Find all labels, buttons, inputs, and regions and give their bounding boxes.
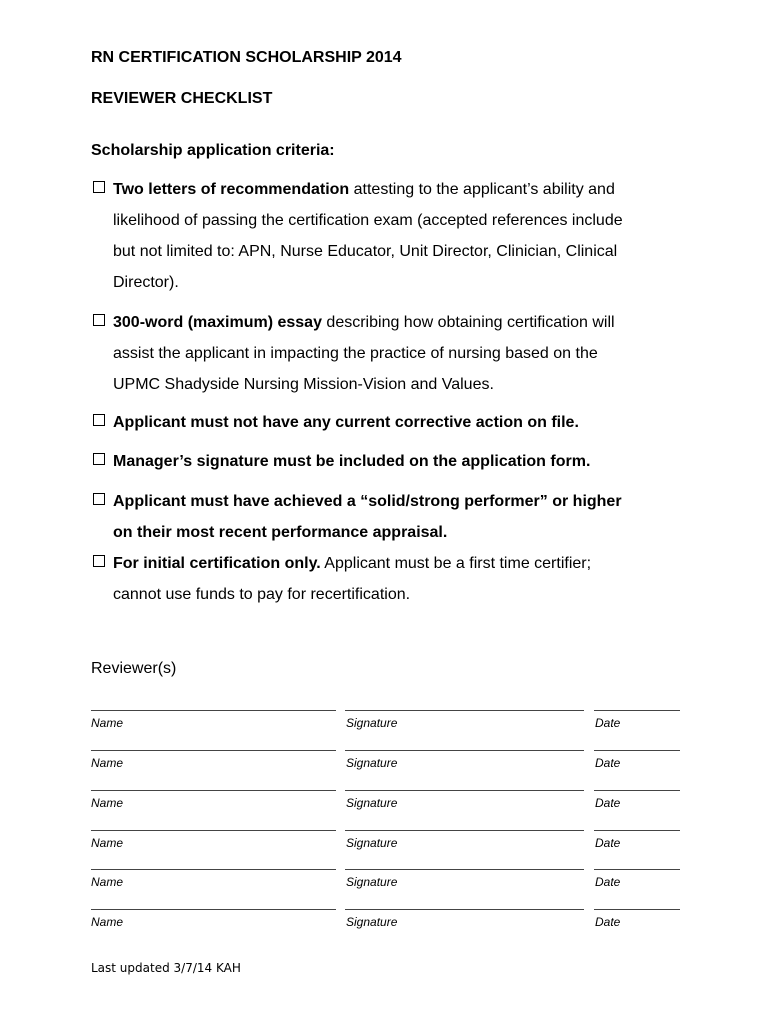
criteria-item-essay (91, 307, 691, 400)
name-caption: Name (91, 915, 124, 929)
signature-line[interactable] (345, 830, 584, 831)
criteria-bold-text: 300-word (maximum) essay (113, 314, 322, 331)
date-caption: Date (595, 756, 621, 770)
document-title: RN CERTIFICATION SCHOLARSHIP 2014 (91, 49, 402, 66)
signature-line[interactable] (345, 750, 584, 751)
checkbox-icon[interactable] (91, 307, 113, 338)
date-line[interactable] (594, 830, 680, 831)
criteria-bold-text: Manager’s signature must be included on the application form. (113, 453, 591, 470)
name-line[interactable] (91, 790, 336, 791)
name-caption: Name (91, 756, 124, 770)
date-line[interactable] (594, 790, 680, 791)
name-line[interactable] (91, 869, 336, 870)
signature-line[interactable] (345, 710, 584, 711)
criteria-item-letters (91, 174, 691, 298)
signature-line[interactable] (345, 909, 584, 910)
criteria-continuation: UPMC Shadyside Nursing Mission-Vision and Values. (113, 376, 494, 393)
date-caption: Date (595, 716, 621, 730)
signature-caption: Signature (346, 875, 398, 889)
criteria-continuation: but not limited to: APN, Nurse Educator, Unit Director, Clinician, Clinical (113, 243, 618, 260)
checkbox-icon[interactable] (91, 446, 113, 477)
checkbox-icon[interactable] (91, 548, 113, 579)
criteria-continuation: on their most recent performance appraisal. (113, 524, 448, 541)
name-caption: Name (91, 875, 124, 889)
document-subtitle: REVIEWER CHECKLIST (91, 90, 273, 107)
name-caption: Name (91, 716, 124, 730)
criteria-item-manager-signature (91, 446, 691, 477)
checkbox-icon[interactable] (91, 407, 113, 438)
checkbox-icon[interactable] (91, 174, 113, 205)
signature-caption: Signature (346, 756, 398, 770)
reviewer-row (91, 830, 681, 860)
name-line[interactable] (91, 830, 336, 831)
date-caption: Date (595, 796, 621, 810)
criteria-continuation: likelihood of passing the certification exam (accepted references include (113, 212, 623, 229)
checkbox-icon[interactable] (91, 486, 113, 517)
criteria-bold-text: Applicant must not have any current corrective action on file. (113, 414, 579, 431)
criteria-text: attesting to the applicant’s ability and (349, 181, 615, 198)
reviewer-row (91, 869, 681, 899)
criteria-heading: Scholarship application criteria: (91, 142, 335, 159)
criteria-item-initial-certification (91, 548, 691, 610)
criteria-item-performance (91, 486, 691, 548)
signature-caption: Signature (346, 915, 398, 929)
criteria-text: Applicant must be a first time certifier; (320, 555, 592, 572)
criteria-bold-text: Two letters of recommendation (113, 181, 350, 198)
date-line[interactable] (594, 869, 680, 870)
name-caption: Name (91, 796, 124, 810)
reviewer-row (91, 790, 681, 820)
name-line[interactable] (91, 710, 336, 711)
date-caption: Date (595, 915, 621, 929)
name-line[interactable] (91, 750, 336, 751)
signature-caption: Signature (346, 716, 398, 730)
reviewer-row (91, 710, 681, 740)
criteria-continuation: cannot use funds to pay for recertification. (113, 586, 411, 603)
signature-caption: Signature (346, 796, 398, 810)
criteria-item-corrective-action (91, 407, 691, 438)
criteria-continuation: Director). (113, 274, 179, 291)
signature-caption: Signature (346, 836, 398, 850)
criteria-bold-text: For initial certification only. (113, 555, 321, 572)
footer-last-updated: Last updated 3/7/14 KAH (91, 961, 241, 975)
date-line[interactable] (594, 909, 680, 910)
criteria-text: describing how obtaining certification will (321, 314, 615, 331)
criteria-bold-text: Applicant must have achieved a “solid/strong performer” or higher (113, 493, 622, 510)
signature-line[interactable] (345, 790, 584, 791)
reviewer-row (91, 909, 681, 939)
name-line[interactable] (91, 909, 336, 910)
criteria-continuation: assist the applicant in impacting the practice of nursing based on the (113, 345, 598, 362)
reviewers-label: Reviewer(s) (91, 660, 177, 677)
name-caption: Name (91, 836, 124, 850)
reviewer-row (91, 750, 681, 780)
date-caption: Date (595, 875, 621, 889)
signature-line[interactable] (345, 869, 584, 870)
date-line[interactable] (594, 710, 680, 711)
date-caption: Date (595, 836, 621, 850)
date-line[interactable] (594, 750, 680, 751)
